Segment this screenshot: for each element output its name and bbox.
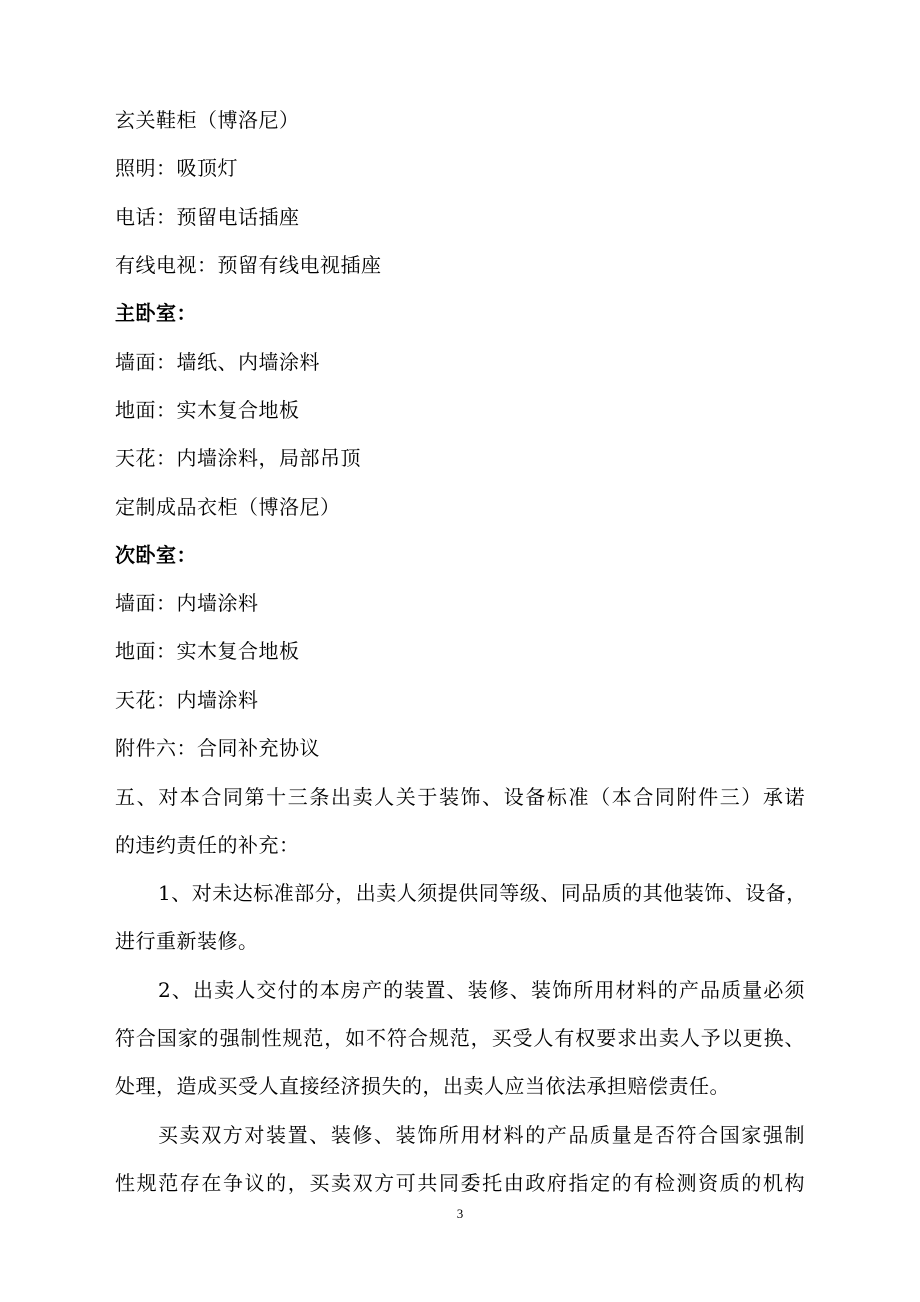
text-line: 照明：吸顶灯 (115, 156, 238, 180)
paragraph-line: 2、出卖人交付的本房产的装置、装修、装饰所用材料的产品质量必须 (158, 978, 805, 1002)
text-line: 墙面：内墙涂料 (115, 591, 259, 615)
text-line: 附件六：合同补充协议 (115, 736, 320, 760)
paragraph-line: 符合国家的强制性规范，如不符合规范，买受人有权要求出卖人予以更换、 (115, 1026, 805, 1050)
text-line: 电话：预留电话插座 (115, 205, 300, 229)
paragraph-line: 处理，造成买受人直接经济损失的，出卖人应当依法承担赔偿责任。 (115, 1074, 730, 1098)
text-line: 地面：实木复合地板 (115, 639, 300, 663)
paragraph-line: 性规范存在争议的，买卖双方可共同委托由政府指定的有检测资质的机构 (115, 1171, 805, 1195)
text-line: 定制成品衣柜（博洛尼） (115, 495, 341, 519)
text-line: 玄关鞋柜（博洛尼） (115, 108, 300, 132)
text-line: 地面：实木复合地板 (115, 398, 300, 422)
paragraph-line: 进行重新装修。 (115, 929, 259, 953)
text-line: 有线电视：预留有线电视插座 (115, 253, 382, 277)
paragraph-line: 五、对本合同第十三条出卖人关于装饰、设备标准（本合同附件三）承诺 (115, 785, 805, 809)
section-heading: 次卧室： (115, 543, 197, 567)
paragraph-line: 买卖双方对装置、装修、装饰所用材料的产品质量是否符合国家强制 (158, 1123, 805, 1147)
paragraph-line: 1、对未达标准部分，出卖人须提供同等级、同品质的其他装饰、设备， (158, 881, 807, 905)
text-line: 天花：内墙涂料 (115, 688, 259, 712)
text-line: 墙面：墙纸、内墙涂料 (115, 350, 320, 374)
paragraph-line: 的违约责任的补充： (115, 833, 300, 857)
text-line: 天花：内墙涂料，局部吊顶 (115, 446, 361, 470)
section-heading: 主卧室： (115, 301, 197, 325)
page-number: 3 (456, 1206, 464, 1221)
